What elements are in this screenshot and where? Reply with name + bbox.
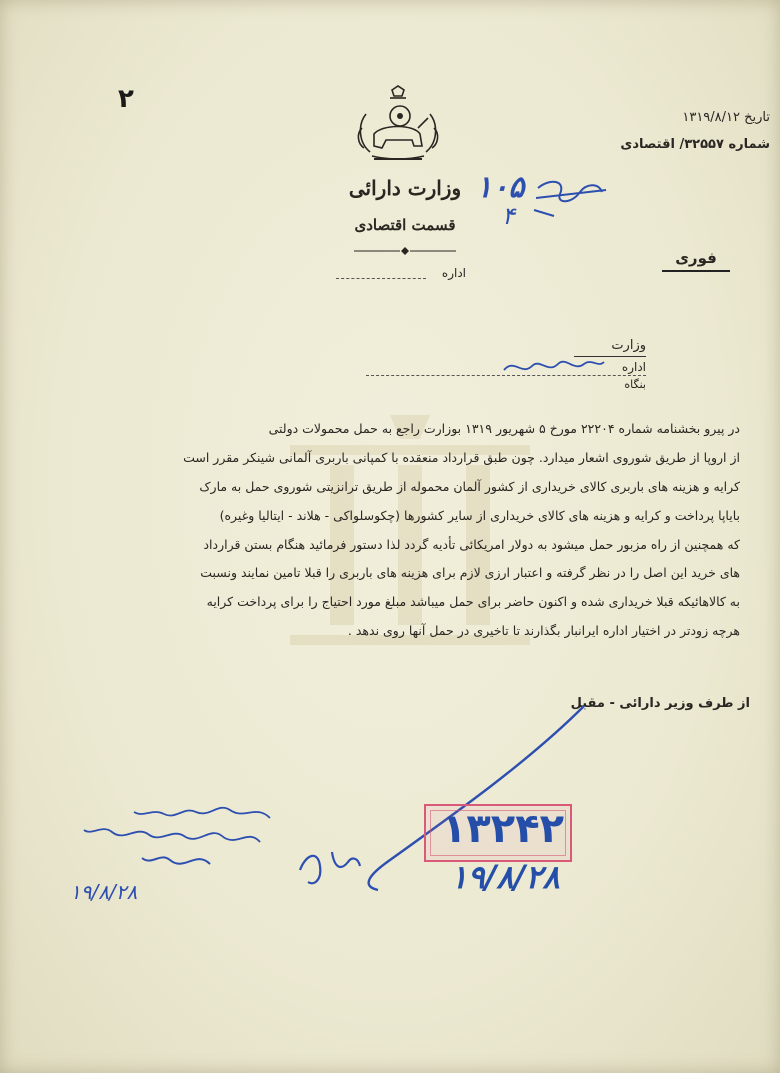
corner-mark: ٢ <box>118 84 134 114</box>
body-line: در پیرو بخشنامه شماره ۲۲۲۰۴ مورخ ۵ شهریور ۱۳۱۹ بوزارت راجع به حمل محمولات دولتی <box>268 421 740 436</box>
body-line: از اروپا از طریق شوروی اشعار میدارد. چون طبق قرارداد منعقده با کمپانی باربری آلمانی شینکر مقرر است <box>183 449 740 465</box>
body-line: کرایه و هزینه های باربری کالای خریداری از کشور آلمان محموله از طریق ترانزیتی شوروی حمل به مارک <box>199 478 740 494</box>
recipient-ministry: وزارت <box>611 338 646 353</box>
ministry-title: وزارت دارائی <box>348 176 462 200</box>
priority-underline <box>662 270 730 272</box>
department-title: قسمت اقتصادی <box>354 216 456 234</box>
body-line: بایاپا پرداخت و کرایه و هزینه های کالای خریداری از سایر کشورها (چکوسلواکی - هلاند - ایتالیا وغیره) <box>219 507 740 523</box>
body-line: به کالاهائیکه قبلا خریداری شده و اکنون حاضر برای حمل میباشد مبلغ مورد احتیاج را برای پرداخت کرایه <box>206 594 740 610</box>
handwritten-note-date: ۱۹/۸/۲۸ <box>70 880 138 904</box>
stamp-date: ۱۹/۸/۲۸ <box>450 858 560 896</box>
letter-body <box>40 415 740 646</box>
initials-scribble-icon <box>296 836 366 896</box>
letter-date: تاریخ ۱۳۱۹/۸/۱۲ <box>682 110 770 125</box>
ornament-divider <box>350 246 460 256</box>
handwritten-note-scribble-icon <box>60 798 280 888</box>
body-line: هرچه زودتر در اختیار اداره ایرانبار بگذارند تا تاخیری در حمل آنها روی ندهد . <box>347 623 740 639</box>
letter-number: شماره ۳۲۵۵۷/ اقتصادی <box>620 137 770 152</box>
body-line: که همچنین از راه مزبور حمل میشود به دولار امریکائی تأدیه گردد لذا دستور فرمائید هنگام بستن قرارداد <box>203 536 740 552</box>
lion-and-sun-emblem <box>352 84 444 164</box>
recipient-office: اداره <box>621 360 646 374</box>
handwritten-reference <box>476 170 616 236</box>
handwritten-ref-bottom: ۴ <box>502 202 515 230</box>
stamp-number: ۱۳۲۴۲ <box>441 806 565 852</box>
office-label-dots <box>336 278 426 279</box>
recipient-agency: بنگاه <box>624 378 646 391</box>
signature-line: از طرف وزیر دارائی - مقبل <box>570 696 750 711</box>
handwritten-scribble-icon <box>476 170 616 236</box>
handwritten-ref-top: ۱۰۵ <box>476 170 525 205</box>
office-label-text: اداره <box>441 266 466 280</box>
priority-label: فوری <box>675 249 717 267</box>
body-line: های خرید این اصل را در نظر گرفته و اعتبار ارزی لازم برای هزینه های باربری را قبلا تامین نمایند ونسبت <box>200 565 740 581</box>
